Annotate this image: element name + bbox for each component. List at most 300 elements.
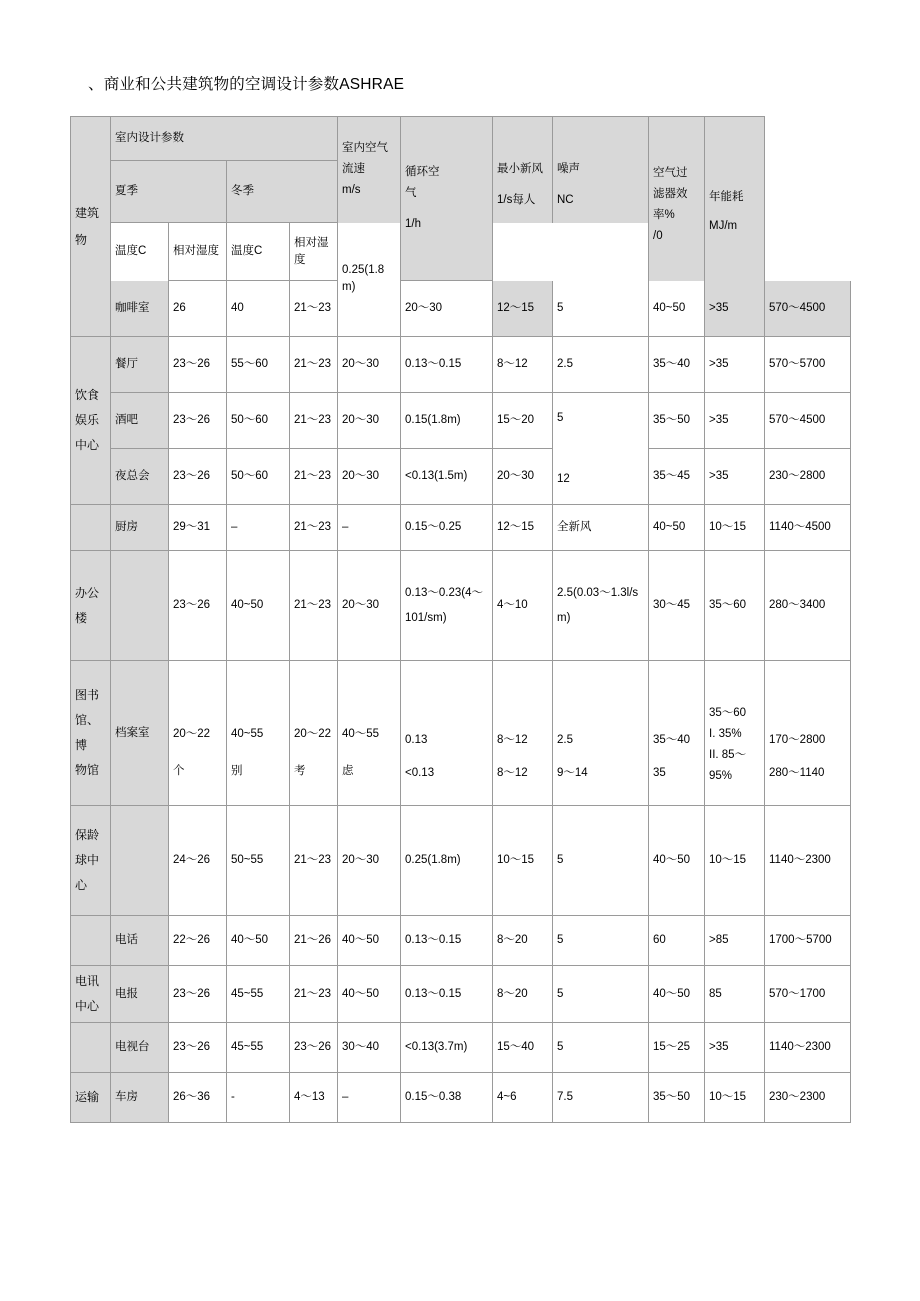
data-filter <box>705 966 765 1023</box>
row-sub-label-cell <box>111 393 169 449</box>
cell-value: 0.13～0.15 <box>405 934 462 946</box>
row-sub-label-cell <box>111 281 169 337</box>
cell-value: 40～50 <box>231 934 269 946</box>
data-temp-winter <box>290 281 338 337</box>
table-row <box>71 1073 851 1123</box>
row-sub-label-cell <box>111 916 169 966</box>
group-label-cell <box>71 505 111 551</box>
cell-value: 24～26 <box>173 854 211 866</box>
row-sub-label: 档案室 <box>115 726 150 739</box>
cell-value: 4～13 <box>294 1091 325 1103</box>
row-sub-label-cell <box>111 337 169 393</box>
cell-value: 0.13～0.15 <box>405 358 462 370</box>
cell-value: 21～23 <box>294 414 332 426</box>
cell-value: >35 <box>709 358 729 370</box>
cell-value: 15～25 <box>653 1041 691 1053</box>
cell-value: 0.13～0.15 <box>405 987 462 1000</box>
header-rh-winter-label: 相对湿度 <box>294 236 329 266</box>
group-label-line1: 电讯 <box>75 974 100 988</box>
header-rh-summer-label: 相对湿度 <box>173 245 219 257</box>
data-rh-winter <box>401 281 493 337</box>
cell-value: 20～30 <box>405 302 443 314</box>
data-temp-summer <box>169 551 227 661</box>
data-rh-winter <box>338 449 401 505</box>
group-label-line3: 心 <box>75 878 88 892</box>
data-energy <box>765 661 851 806</box>
cell-value: 40~55 <box>231 727 264 740</box>
data-energy <box>765 916 851 966</box>
cell-value-2: I. 35% <box>709 727 742 740</box>
cell-value: 5 <box>557 987 564 1000</box>
data-air-velocity <box>401 806 493 916</box>
cell-value: 5 <box>557 934 564 946</box>
group-label-cell <box>71 966 111 1023</box>
cell-value: 570～1700 <box>769 987 826 1000</box>
cell-value: 23～26 <box>173 1041 211 1053</box>
cell-value: 21～23 <box>294 470 332 482</box>
cell-value: 20～22 <box>294 727 332 740</box>
table-row <box>71 449 851 505</box>
table-row <box>71 916 851 966</box>
cell-value-2: <0.13 <box>405 766 435 779</box>
data-fresh-air <box>553 505 649 551</box>
row-sub-label: 酒吧 <box>115 414 138 426</box>
data-energy <box>765 505 851 551</box>
cell-value: 10～15 <box>709 521 747 533</box>
cell-value: 35～45 <box>653 470 691 482</box>
data-air-velocity <box>401 916 493 966</box>
data-circulation <box>493 281 553 337</box>
row-sub-label-cell <box>111 806 169 916</box>
cell-value: 20～30 <box>342 470 380 482</box>
data-air-velocity <box>401 449 493 505</box>
data-rh-winter <box>338 337 401 393</box>
cell-value-2: 个 <box>173 764 185 777</box>
header-noise-line1: 噪声 <box>557 163 580 176</box>
cell-value: 15～20 <box>497 414 535 426</box>
group-label-line2: 中心 <box>75 999 100 1013</box>
data-circulation <box>493 916 553 966</box>
data-temp-winter <box>290 393 338 449</box>
data-air-velocity <box>401 966 493 1023</box>
data-noise <box>649 551 705 661</box>
data-rh-winter <box>338 1023 401 1073</box>
table-row <box>71 281 851 337</box>
cell-value: 45~55 <box>231 987 264 1000</box>
header-air-velocity-line1: 室内空气流速 <box>342 142 388 176</box>
header-filter-line2: 滤器效 <box>653 188 688 201</box>
cell-value: 50～60 <box>231 470 269 482</box>
data-circulation <box>493 661 553 806</box>
cell-value-2: 280～1140 <box>769 766 825 779</box>
cell-value: 2.5 <box>557 358 573 370</box>
data-rh-winter <box>338 966 401 1023</box>
cell-value: 40～55 <box>342 727 380 740</box>
data-temp-summer <box>169 661 227 806</box>
cell-value: >35 <box>709 414 729 426</box>
cell-value: 29～31 <box>173 521 211 533</box>
cell-value: 26～36 <box>173 1091 211 1103</box>
row-sub-label-cell <box>111 1073 169 1123</box>
data-filter <box>705 393 765 449</box>
cell-value: 570～4500 <box>769 301 826 314</box>
data-temp-summer <box>169 505 227 551</box>
cell-value: 40~50 <box>653 521 686 533</box>
cell-value: 7.5 <box>557 1091 573 1103</box>
data-temp-summer <box>169 1023 227 1073</box>
cell-value: 0.13～0.23(4～101/sm) <box>405 586 483 624</box>
data-noise <box>649 505 705 551</box>
data-circulation <box>493 806 553 916</box>
header-row-1 <box>71 117 851 161</box>
cell-value: 23～26 <box>173 358 211 370</box>
cell-value: 23～26 <box>173 414 211 426</box>
data-noise <box>649 393 705 449</box>
cell-value: >35 <box>709 301 729 314</box>
cell-value-2: 别 <box>231 764 243 777</box>
cell-value: 12～15 <box>497 521 535 533</box>
header-building-cell <box>71 117 111 337</box>
data-noise <box>649 337 705 393</box>
data-fresh-air <box>553 551 649 661</box>
data-circulation <box>493 337 553 393</box>
header-temp-winter-cell <box>227 223 290 281</box>
cell-value: 1140～4500 <box>769 521 831 533</box>
header-indoor-design-label: 室内设计参数 <box>115 132 184 144</box>
header-winter-cell <box>227 161 338 223</box>
row-sub-label: 餐厅 <box>115 358 138 370</box>
data-temp-summer <box>169 449 227 505</box>
data-energy <box>765 1023 851 1073</box>
row-sub-label: 厨房 <box>115 521 138 533</box>
header-filter-line1: 空气过 <box>653 167 688 180</box>
header-winter-label: 冬季 <box>231 185 254 197</box>
row-sub-label: 电报 <box>115 987 138 1000</box>
header-fresh-air-cell <box>493 117 553 223</box>
group-label-line1: 保龄 <box>75 828 100 842</box>
cell-value: 280～3400 <box>769 599 826 611</box>
cell-value: 35～40 <box>653 733 691 746</box>
data-temp-summer <box>169 393 227 449</box>
cell-value: 50~55 <box>231 854 264 866</box>
data-circulation <box>493 1073 553 1123</box>
cell-value: 20～22 <box>173 727 211 740</box>
cell-value: 21～26 <box>294 934 332 946</box>
cell-value: 8～20 <box>497 934 528 946</box>
data-energy <box>765 1073 851 1123</box>
data-rh-summer <box>227 393 290 449</box>
data-filter <box>705 916 765 966</box>
data-air-velocity <box>401 337 493 393</box>
cell-value: >35 <box>709 1041 729 1053</box>
cell-value: 45~55 <box>231 1041 264 1053</box>
data-noise <box>649 449 705 505</box>
data-circulation <box>493 449 553 505</box>
cell-value: 60 <box>653 934 666 946</box>
data-filter <box>705 281 765 337</box>
data-noise <box>649 966 705 1023</box>
data-temp-winter <box>290 1023 338 1073</box>
cell-value: 10～15 <box>709 854 747 866</box>
data-rh-summer <box>227 1023 290 1073</box>
group-label-line2: 楼 <box>75 610 88 625</box>
data-filter <box>705 1023 765 1073</box>
data-rh-summer <box>227 281 290 337</box>
row-sub-label: 夜总会 <box>115 470 150 482</box>
group-label-line3: 物馆 <box>75 763 100 777</box>
data-temp-winter <box>290 806 338 916</box>
cell-value: 35～50 <box>653 414 691 426</box>
cell-value: – <box>342 521 349 533</box>
cell-value: 230～2300 <box>769 1091 826 1103</box>
cell-value-2: 考 <box>294 764 306 777</box>
header-filter-line3: 率% <box>653 209 675 222</box>
cell-value: 570～4500 <box>769 414 826 426</box>
data-temp-winter <box>290 916 338 966</box>
data-energy <box>765 551 851 661</box>
cell-value: 0.15～0.38 <box>405 1091 462 1103</box>
cell-value: – <box>231 521 238 533</box>
data-rh-winter <box>338 505 401 551</box>
data-rh-winter <box>338 661 401 806</box>
data-air-velocity <box>401 551 493 661</box>
table-row <box>71 1023 851 1073</box>
data-fresh-air <box>553 281 649 337</box>
cell-value: 23～26 <box>173 599 211 611</box>
data-air-velocity-coffee <box>338 223 401 337</box>
cell-value: 10～15 <box>709 1091 747 1103</box>
data-energy <box>765 449 851 505</box>
cell-value: 8～12 <box>497 733 528 746</box>
row-sub-label: 车房 <box>115 1091 138 1103</box>
cell-value-4: 95% <box>709 769 733 782</box>
cell-value: 21～23 <box>294 521 332 533</box>
cell-value: 全新风 <box>557 521 592 533</box>
data-fresh-air <box>553 916 649 966</box>
cell-value: 55～60 <box>231 358 269 370</box>
header-temp-winter-label: 温度C <box>231 245 263 257</box>
row-sub-label-cell <box>111 661 169 806</box>
data-rh-summer <box>227 551 290 661</box>
cell-value: 4～10 <box>497 599 528 611</box>
header-filter-line4: /0 <box>653 230 663 243</box>
cell-value: 2.5(0.03～1.3l/sm) <box>557 586 639 624</box>
data-filter <box>705 1073 765 1123</box>
header-indoor-design-cell <box>111 117 338 161</box>
header-filter-cell <box>649 117 705 281</box>
cell-value: 21～23 <box>294 358 332 370</box>
header-circulation-line3: 1/h <box>405 218 421 230</box>
header-summer-label: 夏季 <box>115 185 138 197</box>
header-energy-line2: MJ/m <box>709 220 738 233</box>
header-temp-summer-cell <box>111 223 169 281</box>
cell-value: 50～60 <box>231 414 269 426</box>
data-rh-summer <box>227 1073 290 1123</box>
group-label-line1: 运输 <box>75 1090 100 1104</box>
cell-value: 0.15～0.25 <box>405 521 462 533</box>
cell-value: 40~50 <box>653 301 686 314</box>
cell-value: 0.25(1.8m) <box>342 264 385 294</box>
data-rh-summer <box>227 806 290 916</box>
data-fresh-air <box>553 337 649 393</box>
cell-value-2: 8～12 <box>497 766 528 779</box>
cell-value: 40~50 <box>231 599 264 611</box>
data-noise <box>649 1073 705 1123</box>
data-circulation <box>493 393 553 449</box>
cell-value: 2.5 <box>557 733 573 746</box>
cell-value: 85 <box>709 987 722 1000</box>
cell-value: 570～5700 <box>769 358 826 370</box>
header-noise-line2: NC <box>557 194 574 207</box>
data-air-velocity <box>401 505 493 551</box>
cell-value: 8～20 <box>497 987 528 1000</box>
cell-value-2: 9～14 <box>557 766 588 779</box>
cell-value: 26 <box>173 302 186 314</box>
data-temp-summer <box>169 337 227 393</box>
data-noise <box>649 281 705 337</box>
data-energy <box>765 806 851 916</box>
cell-value: 23～26 <box>294 1041 332 1053</box>
data-temp-winter <box>290 551 338 661</box>
group-label-cell <box>71 1023 111 1073</box>
header-circulation-line1: 循环空 <box>405 166 440 178</box>
cell-value-2: 35 <box>653 766 666 779</box>
data-rh-summer <box>227 661 290 806</box>
cell-value: 30～40 <box>342 1041 380 1053</box>
cell-value: 40～50 <box>342 987 380 1000</box>
cell-value: 23～26 <box>173 987 211 1000</box>
header-air-velocity-cell <box>338 117 401 223</box>
cell-value: >85 <box>709 934 729 946</box>
group-label-line3: 中心 <box>75 438 100 452</box>
cell-value: 20～30 <box>497 470 535 482</box>
data-temp-summer <box>169 1073 227 1123</box>
data-air-velocity <box>401 661 493 806</box>
cell-value: >35 <box>709 470 729 482</box>
data-rh-summer <box>227 966 290 1023</box>
row-sub-label: 电话 <box>115 934 138 946</box>
cell-value: 21～23 <box>294 987 332 1000</box>
data-rh-winter <box>338 393 401 449</box>
group-label-cell <box>71 551 111 661</box>
data-fresh-air <box>553 1073 649 1123</box>
group-label-line1: 饮食 <box>75 388 100 402</box>
group-label-cell <box>71 661 111 806</box>
row-sub-label-cell <box>111 551 169 661</box>
cell-value: 40～50 <box>653 987 691 1000</box>
cell-value: 5 <box>557 301 564 314</box>
header-noise-cell <box>553 117 649 223</box>
group-label-cell <box>71 337 111 505</box>
cell-value: 0.25(1.8m) <box>405 854 461 866</box>
data-air-velocity <box>401 393 493 449</box>
data-rh-winter <box>338 806 401 916</box>
data-noise <box>649 916 705 966</box>
header-summer-cell <box>111 161 227 223</box>
header-energy-line1: 年能耗 <box>709 191 744 204</box>
data-fresh-air <box>553 966 649 1023</box>
data-noise <box>649 661 705 806</box>
cell-value: 40～50 <box>653 854 691 866</box>
table-row <box>71 393 851 449</box>
data-filter <box>705 661 765 806</box>
row-sub-label: 电视台 <box>115 1041 150 1053</box>
data-temp-winter <box>290 966 338 1023</box>
data-temp-summer <box>169 281 227 337</box>
data-temp-winter <box>290 1073 338 1123</box>
row-sub-label: 咖啡室 <box>115 301 150 314</box>
cell-value: 35～60 <box>709 706 747 719</box>
cell-value: 1700～5700 <box>769 934 832 946</box>
cell-value: 5 <box>557 411 564 424</box>
cell-value: 21～23 <box>294 302 332 314</box>
cell-value: 0.15(1.8m) <box>405 414 461 426</box>
cell-value-3: II. 85～ <box>709 748 747 761</box>
header-building-label: 建筑物 <box>75 205 100 247</box>
data-rh-summer <box>227 505 290 551</box>
data-air-velocity <box>401 1073 493 1123</box>
row-sub-label-cell <box>111 505 169 551</box>
header-rh-winter-cell <box>290 223 338 281</box>
cell-value: 30～45 <box>653 599 691 611</box>
data-temp-winter <box>290 505 338 551</box>
cell-value: 1140～2300 <box>769 854 831 866</box>
group-label-line1: 办公 <box>75 585 100 600</box>
data-energy <box>765 393 851 449</box>
data-circulation <box>493 505 553 551</box>
data-fresh-air <box>553 661 649 806</box>
cell-value: 40 <box>231 302 244 314</box>
data-filter <box>705 551 765 661</box>
group-label-line1: 图书 <box>75 688 100 702</box>
header-rh-summer-cell <box>169 223 227 281</box>
cell-value: 8～12 <box>497 358 528 370</box>
cell-value: 12～15 <box>497 301 535 314</box>
cell-value: 230～2800 <box>769 470 826 482</box>
row-sub-label-cell <box>111 966 169 1023</box>
cell-value: 170～2800 <box>769 733 826 746</box>
cell-value: 20～30 <box>342 358 380 370</box>
data-rh-winter <box>338 916 401 966</box>
table-row <box>71 966 851 1023</box>
cell-value: – <box>342 1091 349 1103</box>
data-energy <box>765 966 851 1023</box>
data-filter <box>705 806 765 916</box>
group-label-cell <box>71 806 111 916</box>
header-fresh-air-line2: 1/s每人 <box>497 194 536 207</box>
cell-value: 35～60 <box>709 599 747 611</box>
header-fresh-air-line1: 最小新风 <box>497 163 543 176</box>
table-row <box>71 806 851 916</box>
group-label-cell <box>71 916 111 966</box>
cell-value: 35～40 <box>653 358 691 370</box>
cell-value: 1140～2300 <box>769 1041 831 1053</box>
cell-value: <0.13(1.5m) <box>405 470 468 482</box>
table-row <box>71 661 851 806</box>
cell-value: 20～30 <box>342 599 380 611</box>
table-row <box>71 337 851 393</box>
cell-value: 22～26 <box>173 934 211 946</box>
cell-value: 10～15 <box>497 854 535 866</box>
data-temp-winter <box>290 337 338 393</box>
data-rh-summer <box>227 916 290 966</box>
row-sub-label-cell <box>111 449 169 505</box>
cell-value: 5 <box>557 1041 564 1053</box>
header-air-velocity-line2: m/s <box>342 184 361 197</box>
data-fresh-air <box>553 1023 649 1073</box>
data-energy <box>765 337 851 393</box>
header-temp-summer-label: 温度C <box>115 245 147 258</box>
